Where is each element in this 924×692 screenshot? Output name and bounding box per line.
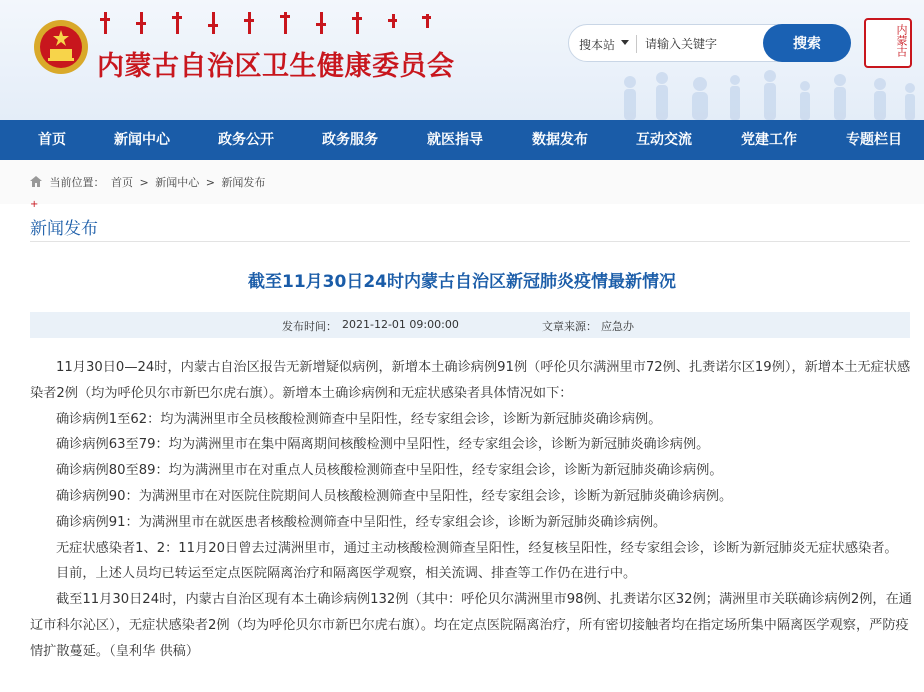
home-icon [30,176,42,187]
breadcrumb-prefix: 当前位置： [49,176,105,189]
article-paragraph: 截至11月30日24时，内蒙古自治区现有本土确诊病例132例（其中：呼伦贝尔满洲里市98例、扎赉诺尔区32例；满洲里市关联确诊病例2例，在通辽市科尔沁区），无症状感染者2例（均为呼伦贝尔市新巴尔虎右旗）。均在定点医院隔离治疗，所有密切接触者均在指定场所集中隔离医学观察，严防疫情扩散蔓延。（皇利华 供稿） [30,592,912,659]
search-box [568,24,850,62]
nav-item-special-topics[interactable]: 专题栏目 [846,132,902,148]
people-silhouette-decoration [600,60,924,120]
publish-time: 2021-12-01 09:00:00 [342,318,459,331]
breadcrumb-item-news[interactable]: 新闻中心 [155,176,200,189]
breadcrumb-separator: > [139,176,149,189]
article-paragraph: 确诊病例91：为满洲里市在就医患者核酸检测筛查中呈阳性，经专家组会诊，诊断为新冠肺炎确诊病例。 [56,514,667,530]
section-divider [30,241,910,242]
search-divider [636,35,637,53]
calligraphy-seal-logo [864,18,912,68]
main-nav [0,120,924,160]
nav-item-medical-guide[interactable]: 就医指导 [427,132,483,148]
nav-item-gov-affairs[interactable]: 政务公开 [218,132,274,148]
article-paragraph: 确诊病例63至79：均为满洲里市在集中隔离期间核酸检测中呈阳性，经专家组会诊，诊断为新冠肺炎确诊病例。 [56,437,710,453]
seal-text: 内蒙古 [895,24,908,57]
breadcrumb-separator: > [205,176,215,189]
nav-item-gov-services[interactable]: 政务服务 [322,132,378,148]
breadcrumb [30,174,268,188]
article-title: 截至11月30日24时内蒙古自治区新冠肺炎疫情最新情况 [248,272,676,292]
section-title: 新闻发布 [30,219,98,239]
source-value: 应急办 [601,320,634,333]
mongolian-script-title [96,10,456,36]
article-paragraph: 无症状感染者1、2：11月20日曾去过满洲里市，通过主动核酸检测筛查呈阳性，经复核呈阳性，经专家组会诊，诊断为新冠肺炎无症状感染者。 [56,540,898,556]
section-mark: + [30,199,39,210]
search-scope-select[interactable]: 搜本站 [579,38,616,52]
nav-item-party-building[interactable]: 党建工作 [741,132,797,148]
chevron-down-icon[interactable] [621,40,629,45]
article-meta-bar [30,312,910,338]
source-label: 文章来源： [542,320,597,333]
article-paragraph: 确诊病例90：为满洲里市在对医院住院期间人员核酸检测筛查中呈阳性，经专家组会诊，诊断为新冠肺炎确诊病例。 [56,488,733,504]
publish-time-label: 发布时间： [282,320,337,333]
breadcrumb-item-current[interactable]: 新闻发布 [221,176,266,189]
search-button[interactable]: 搜索 [763,24,851,62]
nav-item-data-release[interactable]: 数据发布 [532,132,588,148]
site-title[interactable]: 内蒙古自治区卫生健康委员会 [97,51,455,82]
article-paragraph: 目前，上述人员均已转运至定点医院隔离治疗和隔离医学观察，相关流调、排查等工作仍在进行中。 [56,566,637,582]
article-paragraph: 确诊病例80至89：均为满洲里市在对重点人员核酸检测筛查中呈阳性，经专家组会诊，诊断为新冠肺炎确诊病例。 [56,463,723,479]
search-input[interactable] [645,34,757,54]
nav-item-home[interactable]: 首页 [38,132,66,148]
article-paragraph: 确诊病例1至62：均为满洲里市全员核酸检测筛查中呈阳性，经专家组会诊，诊断为新冠肺炎确诊病例。 [56,411,662,427]
national-emblem-logo [32,18,90,76]
breadcrumb-item-home[interactable]: 首页 [111,176,133,189]
article-paragraph: 11月30日0—24时，内蒙古自治区报告无新增疑似病例，新增本土确诊病例91例（呼伦贝尔满洲里市72例、扎赉诺尔区19例），新增本土无症状感染者2例（均为呼伦贝尔市新巴尔虎右旗）。新增本土确诊病例和无症状感染者具体情况如下： [30,360,911,401]
article-body [30,355,912,665]
nav-item-interaction[interactable]: 互动交流 [636,132,692,148]
nav-item-news[interactable]: 新闻中心 [114,132,170,148]
site-header [0,0,924,120]
